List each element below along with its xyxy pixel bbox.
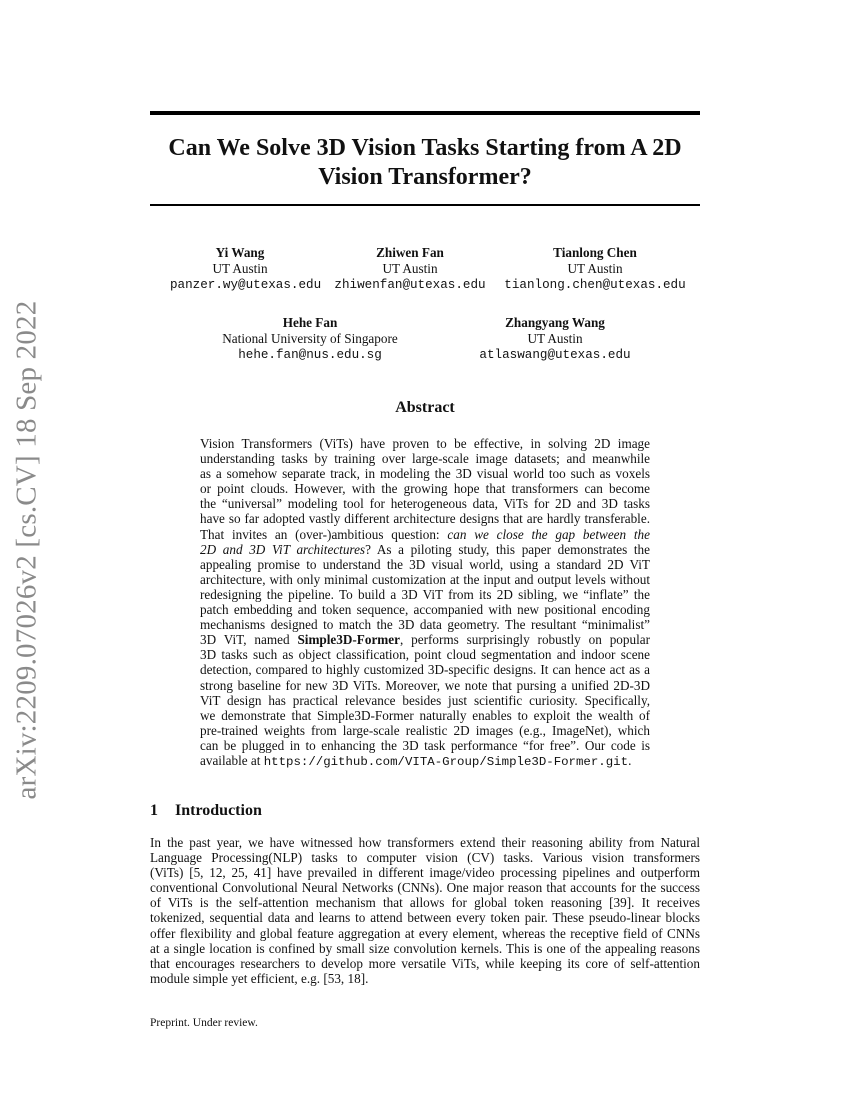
title-top-rule (150, 111, 700, 115)
author-block (500, 245, 690, 293)
abstract-line: we demonstrate that Simple3D-Former naturally enables to exploit the wealth of (200, 707, 650, 723)
abstract-line: the “universal” modeling tool for heterogeneous data, ViTs for 2D and 3D tasks (200, 496, 650, 512)
abstract-line: strong baseline for new 3D ViTs. Moreover, we note that pursing a unified 2D-3D (200, 677, 650, 693)
author-name: Zhangyang Wang (505, 315, 605, 330)
author-name: Zhiwen Fan (376, 245, 444, 260)
author-affiliation: National University of Singapore (222, 331, 398, 346)
intro-line: (ViTs) [5, 12, 25, 41] have prevailed in different image/video processing pipelines and outperform (150, 865, 700, 881)
author-affiliation: UT Austin (567, 261, 623, 276)
author-affiliation: UT Austin (382, 261, 438, 276)
intro-line: Language Processing(NLP) tasks to computer vision (CV) tasks. Various vision transformers (150, 850, 700, 866)
author-email: hehe.fan@nus.edu.sg (238, 348, 382, 362)
title-bottom-rule (150, 204, 700, 206)
abstract-line: mechanisms designed to match the 3D data geometry. The resultant “minimalist” (200, 617, 650, 633)
author-email: zhiwenfan@utexas.edu (334, 278, 486, 292)
abstract-text: available at (200, 752, 261, 768)
arxiv-stamp (4, 290, 50, 810)
abstract-line (200, 527, 650, 542)
intro-line: of ViTs is the self-attention mechanism that allows for global token reasoning [39]. It receives (150, 895, 700, 911)
intro-line: conventional Convolutional Neural Networks (CNNs). One major reason that accounts for the success (150, 880, 700, 896)
abstract-line: as a somehow separate track, in modeling the 3D visual world too such as voxels (200, 466, 650, 482)
footer-note: Preprint. Under review. (150, 1017, 258, 1029)
abstract-text: 3D ViT, named (200, 632, 290, 648)
abstract-line: ViT design has practical relevance besides just scientific curiosity. Specifically, (200, 692, 650, 708)
abstract-line: 3D tasks such as object classification, point cloud segmentation and indoor scene (200, 647, 650, 663)
author-block (170, 245, 322, 293)
abstract-question: can we close the gap between the (447, 526, 651, 542)
abstract-line (200, 632, 650, 647)
author-email: panzer.wy@utexas.edu (170, 278, 322, 292)
abstract-text: . (628, 752, 632, 768)
abstract-line: redesigning the pipeline. To build a 3D ViT from its 2D sibling, we “inflate” the (200, 586, 650, 602)
intro-paragraph (150, 835, 700, 986)
author-email: tianlong.chen@utexas.edu (504, 278, 686, 292)
abstract-line: architecture, with only minimal customization at the input and output levels without (200, 571, 650, 587)
title-line: Can We Solve 3D Vision Tasks Starting from A 2D (168, 135, 682, 161)
abstract-line: can be plugged in to enhancing the 3D task performance “for free”. Our code is (200, 737, 650, 753)
abstract-line: understanding tasks by training over large-scale image datasets; and meanwhile (200, 451, 650, 467)
abstract-line: appealing promise to understand the 3D visual world, using a standard 2D ViT (200, 556, 650, 572)
author-affiliation: UT Austin (212, 261, 268, 276)
intro-line: module simple yet efficient, e.g. [53, 18]. (150, 970, 369, 986)
abstract-question: 2D and 3D ViT architectures (200, 541, 366, 557)
abstract-heading: Abstract (395, 399, 455, 416)
abstract-line: pre-trained weights from large-scale realistic 2D images (e.g., ImageNet), which (200, 722, 650, 738)
abstract-line: have so far adopted vastly different architecture designs that are hardly transferable. (200, 511, 650, 527)
author-email: atlaswang@utexas.edu (479, 348, 631, 362)
abstract-line (200, 753, 650, 770)
abstract-text: ? As a piloting study, this paper demonstrates the (365, 541, 650, 557)
abstract-text: That invites an (over-)ambitious question: (200, 526, 440, 542)
abstract-line: or point clouds. However, with the growing hope that transformers can become (200, 481, 650, 497)
abstract-body (200, 436, 650, 770)
paper-title (150, 134, 700, 192)
author-block (475, 315, 635, 363)
intro-line: offer flexibility and global feature aggregation at every element, whereas the receptive field of CNNs (150, 925, 700, 941)
section-title: Introduction (175, 802, 262, 819)
abstract-text: , performs surprisingly robustly on popular (400, 632, 651, 648)
author-name: Tianlong Chen (553, 245, 637, 260)
title-line: Vision Transformer? (318, 164, 532, 190)
arxiv-id: arXiv:2209.07026v2 [cs.CV] 18 Sep 2022 (10, 300, 43, 800)
author-name: Hehe Fan (282, 315, 338, 330)
author-affiliation: UT Austin (527, 331, 583, 346)
abstract-line: Vision Transformers (ViTs) have proven to be effective, in solving 2D image (200, 436, 650, 451)
code-url-link[interactable]: https://github.com/VITA-Group/Simple3D-Former.git (263, 754, 629, 769)
author-name: Yi Wang (215, 245, 265, 260)
author-block (210, 315, 410, 363)
abstract-line: patch embedding and token sequence, accompanied with new positional encoding (200, 602, 650, 618)
section-number: 1 (150, 802, 158, 819)
intro-line: In the past year, we have witnessed how transformers extend their reasoning ability from Natural (150, 835, 700, 850)
abstract-line (200, 542, 650, 557)
section-heading (150, 802, 262, 820)
model-name: Simple3D-Former (297, 632, 400, 648)
abstract-line: detection, compared to highly customized 3D-specific designs. It can hence act as a (200, 662, 650, 678)
intro-line: at a single location is confined by small size convolution kernels. This is one of the appealing reasons (150, 940, 700, 956)
intro-line: that encourages researchers to develop more versatile ViTs, while keeping its core of self-attention (150, 955, 700, 971)
author-block (330, 245, 490, 293)
intro-line: tokenized, sequential data and learns to attend between every token pair. These pseudo-linear blocks (150, 910, 700, 926)
